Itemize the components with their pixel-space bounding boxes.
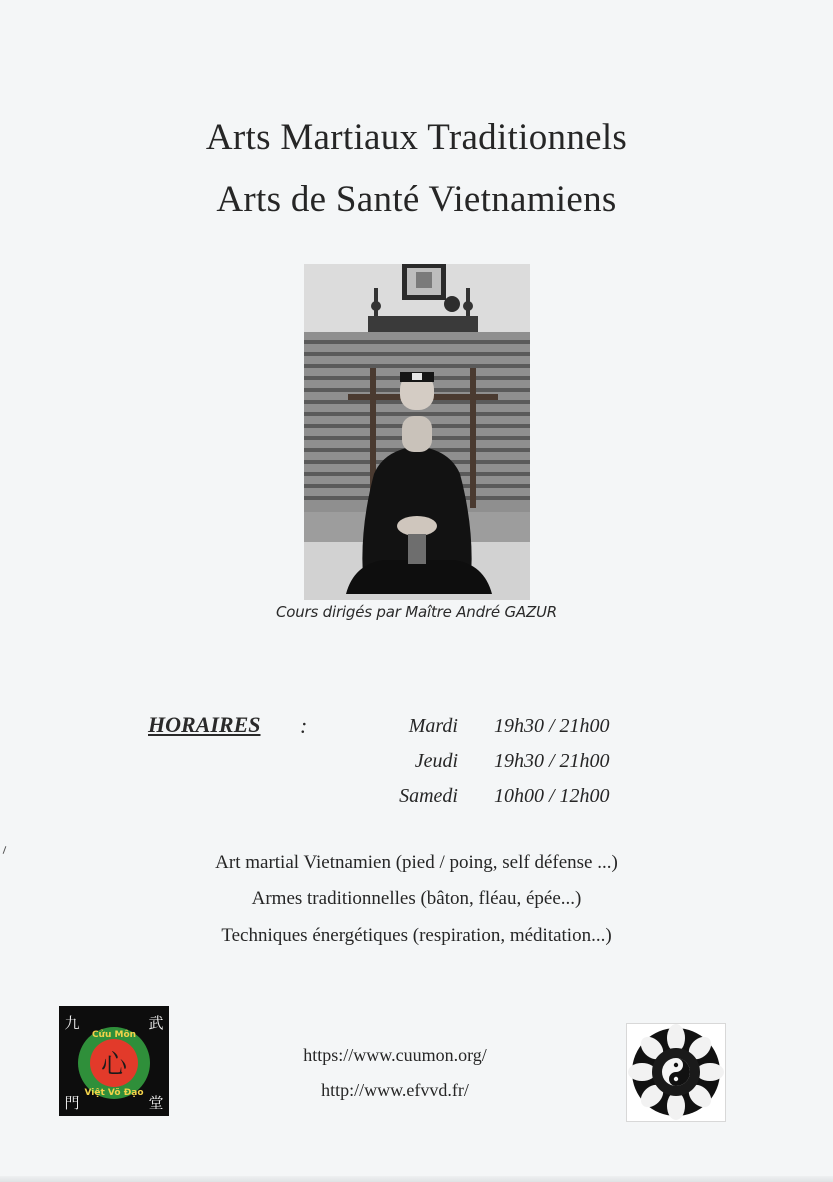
schedule-time: 10h00 / 12h00	[494, 785, 610, 807]
schedule-day: Jeudi	[414, 750, 458, 772]
website-link-cuumon[interactable]: https://www.cuumon.org/	[303, 1045, 487, 1065]
corner-character: 門	[64, 1094, 80, 1112]
schedule-day: Samedi	[399, 785, 458, 807]
schedule-time: 19h30 / 21h00	[494, 750, 610, 772]
master-photo	[304, 264, 530, 600]
ring-bottom-text: Việt Võ Đạo	[84, 1088, 144, 1098]
center-character: 心	[100, 1050, 128, 1080]
photo-caption: Cours dirigés par Maître André GAZUR	[275, 603, 558, 621]
lotus-yin-yang-logo	[626, 1023, 726, 1122]
corner-character: 武	[148, 1014, 164, 1032]
activity-line: Techniques énergétiques (respiration, méditation...)	[221, 925, 612, 946]
schedule-time: 19h30 / 21h00	[494, 715, 610, 737]
schedule-colon: :	[300, 713, 308, 738]
main-title: Arts Martiaux Traditionnels	[205, 117, 628, 158]
corner-character: 九	[64, 1014, 80, 1032]
page-edge	[0, 1176, 833, 1182]
corner-character: 堂	[148, 1094, 164, 1112]
schedule-label: HORAIRES	[148, 712, 261, 737]
ring-top-text: Cửu Môn	[91, 1030, 137, 1040]
sub-title: Arts de Santé Vietnamiens	[216, 179, 617, 220]
activity-line: Art martial Vietnamien (pied / poing, self défense ...)	[215, 852, 618, 873]
cuu-mon-logo	[59, 1006, 169, 1116]
activity-line: Armes traditionnelles (bâton, fléau, épée...)	[251, 888, 582, 909]
schedule-day: Mardi	[408, 715, 458, 737]
website-link-efvvd[interactable]: http://www.efvvd.fr/	[321, 1080, 469, 1100]
